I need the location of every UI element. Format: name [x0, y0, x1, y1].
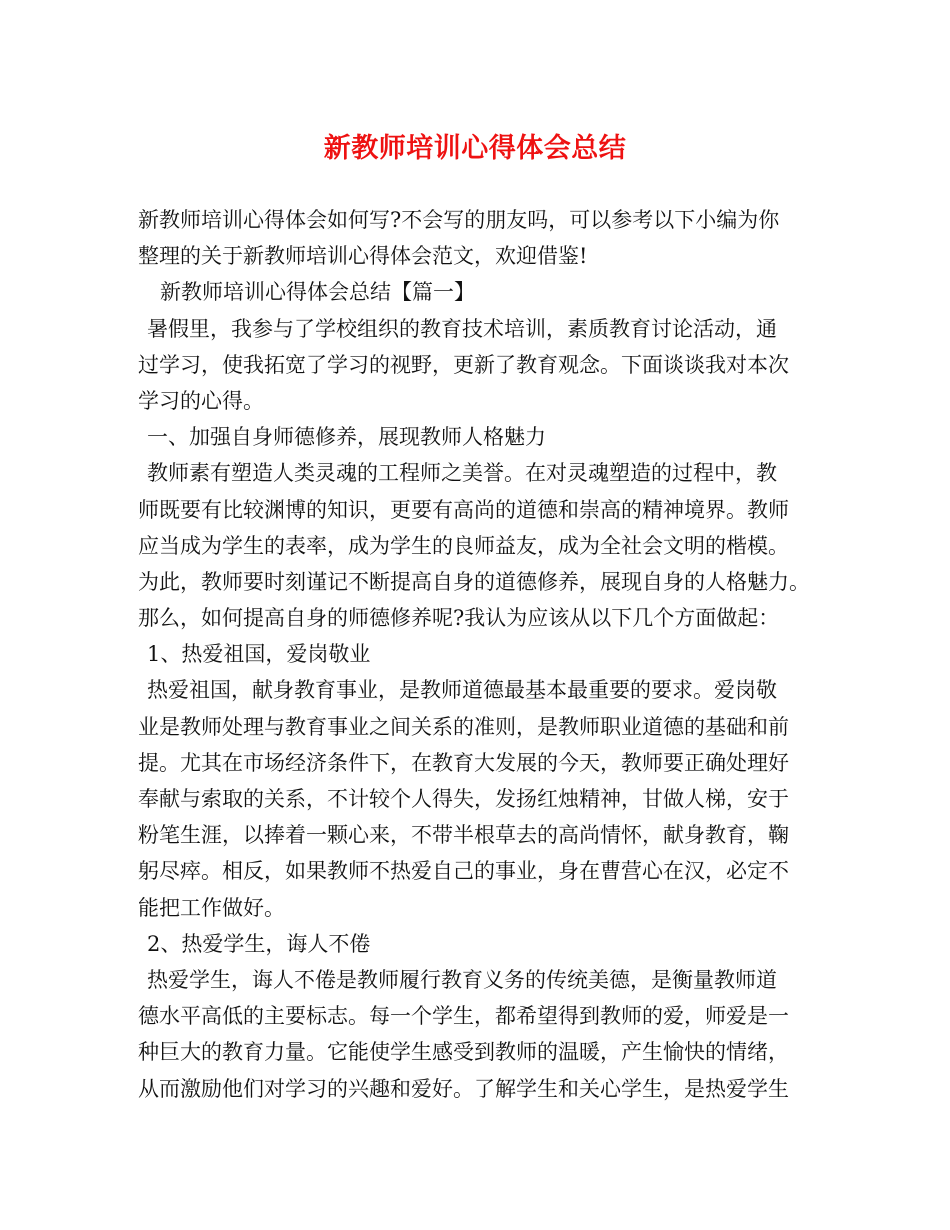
- paragraph-line: 暑假里，我参与了学校组织的教育技术培训，素质教育讨论活动，通: [147, 316, 777, 341]
- document-title: 新教师培训心得体会总结: [323, 133, 627, 164]
- paragraph-line: 从而激励他们对学习的兴趣和爱好。了解学生和关心学生，是热爱学生: [138, 1076, 789, 1101]
- paragraph-line: 教师素有塑造人类灵魂的工程师之美誉。在对灵魂塑造的过程中，教: [147, 461, 777, 486]
- paragraph-line: 种巨大的教育力量。它能使学生感受到教师的温暖，产生愉快的情绪，: [138, 1040, 789, 1065]
- paragraph-line: 粉笔生涯，以捧着一颗心来，不带半根草去的高尚情怀，献身教育，鞠: [138, 823, 789, 848]
- paragraph-line: 奉献与索取的关系，不计较个人得失，发扬红烛精神，甘做人梯，安于: [138, 787, 789, 811]
- paragraph-line: 学习的心得。: [138, 388, 264, 413]
- subheading-1: 1、热爱祖国，爱岗敬业: [147, 642, 371, 667]
- paragraph-line: 为此，教师要时刻谨记不断提高自身的道德修养，展现自身的人格魅力。: [138, 569, 810, 594]
- subheading-2: 2、热爱学生，诲人不倦: [147, 931, 371, 956]
- paragraph-line: 热爱学生，诲人不倦是教师履行教育义务的传统美德，是衡量教师道: [147, 967, 777, 992]
- paragraph-line: 师既要有比较渊博的知识，更要有高尚的道德和崇高的精神境界。教师: [138, 497, 789, 522]
- paragraph-line: 躬尽瘁。相反，如果教师不热爱自己的事业，身在曹营心在汉，必定不: [138, 859, 789, 884]
- section-heading-one: 一、加强自身师德修养，展现教师人格魅力: [147, 425, 546, 450]
- paragraph-line: 业是教师处理与教育事业之间关系的准则，是教师职业道德的基础和前: [138, 714, 789, 739]
- paragraph-line: 德水平高低的主要标志。每一个学生，都希望得到教师的爱，师爱是一: [138, 1004, 789, 1029]
- paragraph-line: 热爱祖国，献身教育事业，是教师道德最基本最重要的要求。爱岗敬: [147, 678, 777, 703]
- document-body: [138, 202, 814, 1107]
- paragraph-line: 应当成为学生的表率，成为学生的良师益友，成为全社会文明的楷模。: [138, 533, 789, 558]
- paragraph-line: 能把工作做好。: [138, 895, 285, 920]
- paragraph-line: 那么，如何提高自身的师德修养呢?我认为应该从以下几个方面做起：: [138, 606, 780, 631]
- intro-line-2: 整理的关于新教师培训心得体会范文，欢迎借鉴!: [138, 244, 588, 269]
- intro-line-1: 新教师培训心得体会如何写?不会写的朋友吗，可以参考以下小编为你: [138, 208, 780, 232]
- section-heading-part-one: 新教师培训心得体会总结【篇一】: [160, 280, 475, 305]
- paragraph-line: 过学习，使我拓宽了学习的视野，更新了教育观念。下面谈谈我对本次: [138, 352, 789, 377]
- paragraph-line: 提。尤其在市场经济条件下，在教育大发展的今天，教师要正确处理好: [138, 750, 789, 775]
